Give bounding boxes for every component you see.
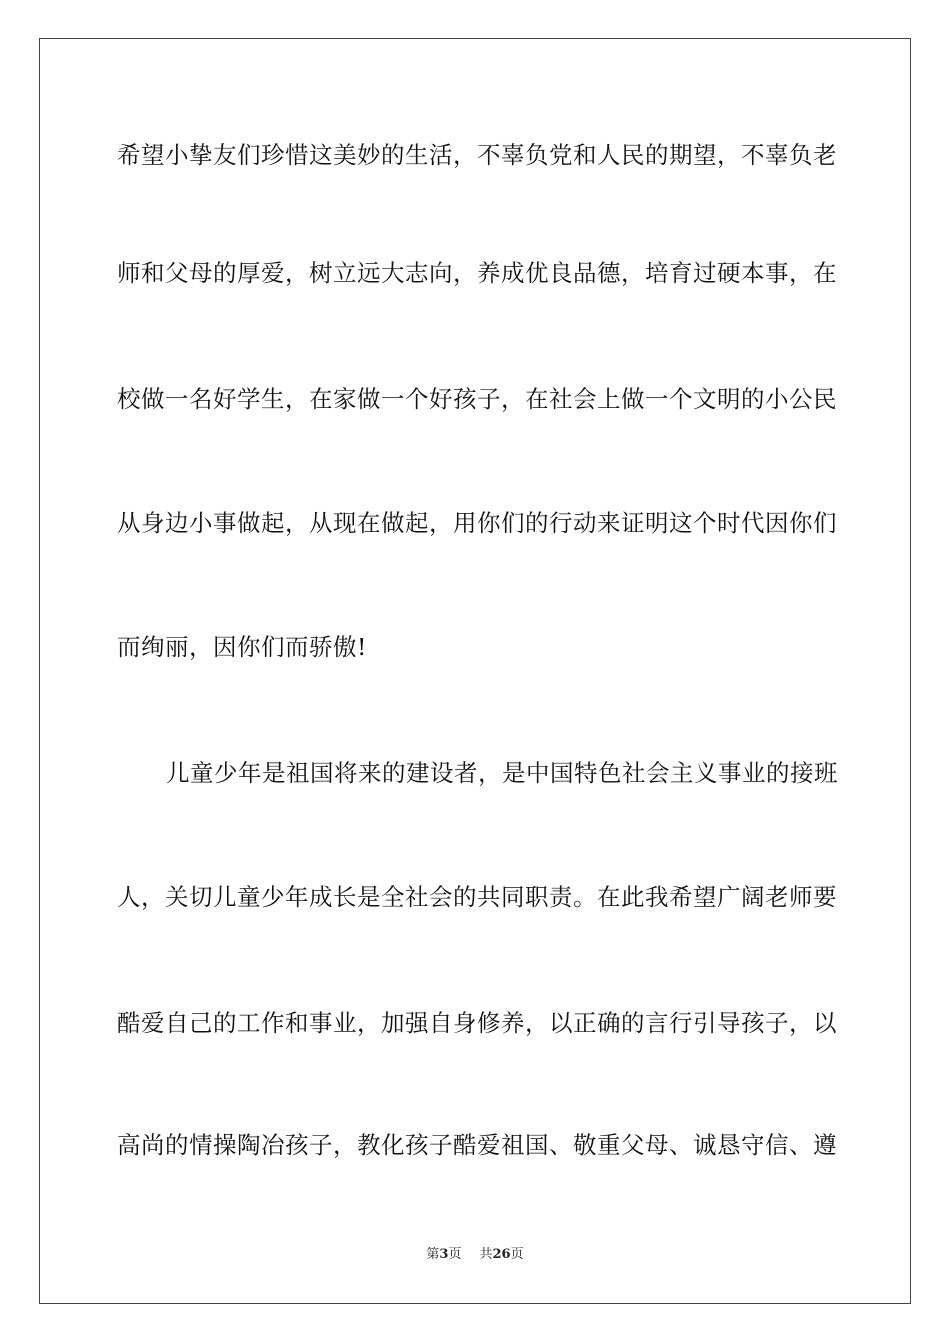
page-prefix: 第 [426, 1247, 440, 1262]
page-number: 3 [439, 1247, 449, 1262]
page-footer [0, 1246, 950, 1264]
page-border [39, 38, 911, 1304]
total-prefix: 共 [479, 1247, 493, 1262]
text-line: 师和父母的厚爱，树立远大志向，养成优良品德，培育过硬本事，在 [117, 259, 837, 287]
text-line: 高尚的情操陶冶孩子，教化孩子酷爱祖国、敬重父母、诚恳守信、遵 [117, 1131, 837, 1159]
text-line: 从身边小事做起，从现在做起，用你们的行动来证明这个时代因你们 [117, 509, 837, 537]
text-line: 希望小挚友们珍惜这美妙的生活，不辜负党和人民的期望，不辜负老 [117, 141, 837, 169]
text-line: 酷爱自己的工作和事业，加强自身修养，以正确的言行引导孩子，以 [117, 1009, 837, 1037]
page-suffix: 页 [448, 1247, 462, 1262]
text-line: 人，关切儿童少年成长是全社会的共同职责。在此我希望广阔老师要 [117, 883, 837, 911]
total-pages: 26 [492, 1247, 511, 1262]
text-line: 儿童少年是祖国将来的建设者，是中国特色社会主义事业的接班 [166, 759, 838, 787]
text-line: 校做一名好学生，在家做一个好孩子，在社会上做一个文明的小公民 [117, 385, 837, 413]
total-suffix: 页 [510, 1247, 524, 1262]
text-line: 而绚丽，因你们而骄傲! [117, 633, 367, 661]
